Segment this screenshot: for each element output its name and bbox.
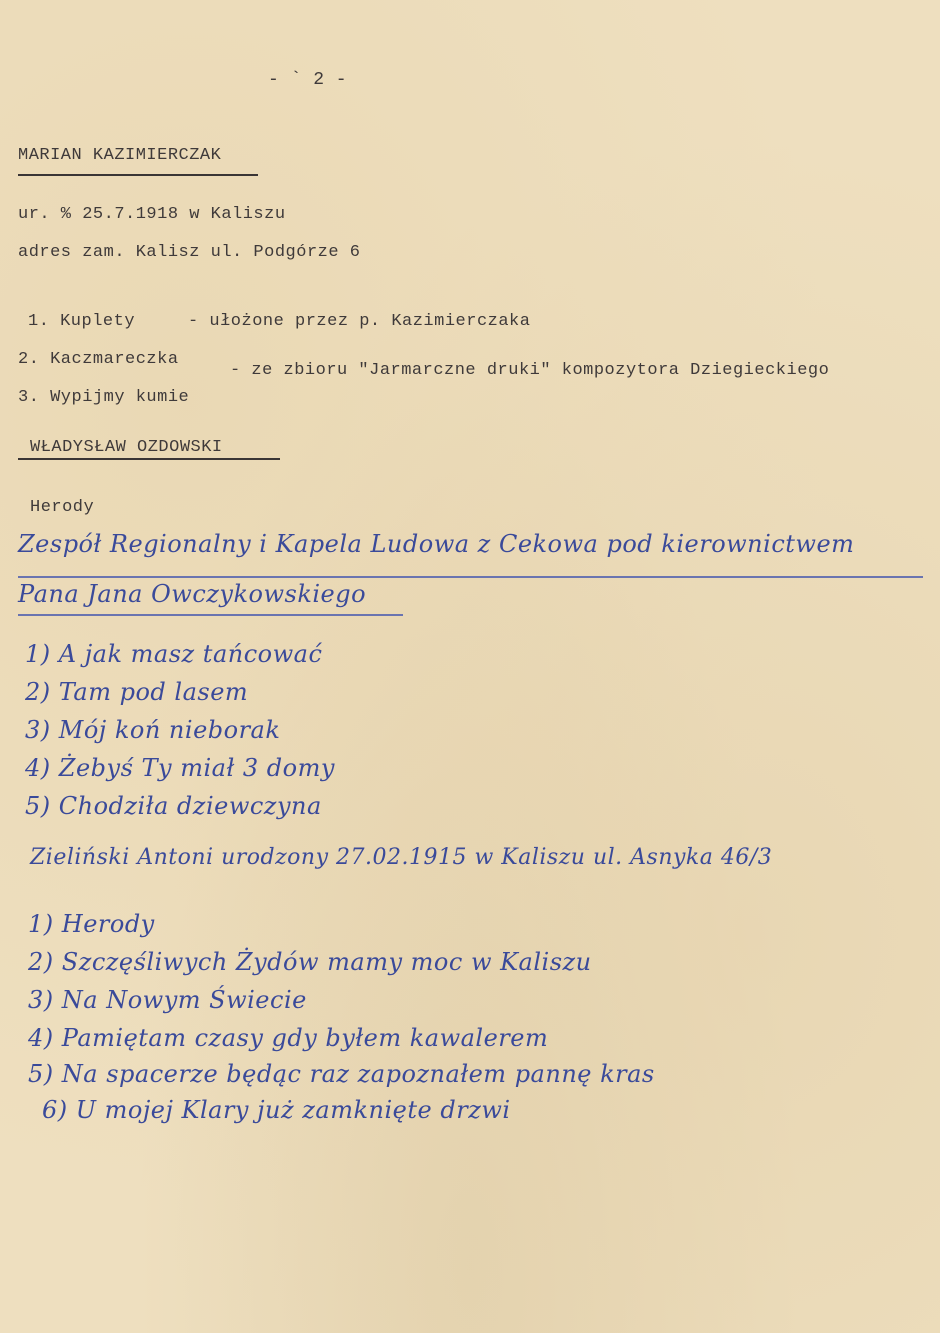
ensemble-line-1: Zespół Regionalny i Kapela Ludowa z Cekowa pod kierownictwem [18, 530, 855, 558]
person1-name: MARIAN KAZIMIERCZAK [18, 146, 222, 165]
ensemble-line-2: Pana Jana Owczykowskiego [18, 580, 367, 608]
person3-song-6: 6) U mojej Klary już zamknięte drzwi [42, 1096, 511, 1124]
song-1-label: 1. Kuplety [28, 312, 136, 331]
page-number: - ` 2 - [268, 70, 348, 90]
ensemble-song-2: 2) Tam pod lasem [25, 678, 249, 706]
person2-song-1: Herody [30, 498, 95, 517]
songs-2-3-source-note: - ze zbioru "Jarmarczne druki" kompozytora Dziegieckiego [230, 361, 830, 380]
person3-song-2: 2) Szczęśliwych Żydów mamy moc w Kaliszu [28, 948, 592, 976]
song-3-label: 3. Wypijmy kumie [18, 388, 190, 407]
ensemble-song-4: 4) Żebyś Ty miał 3 domy [25, 754, 335, 782]
person2-name: WŁADYSŁAW OZDOWSKI [30, 438, 223, 457]
ensemble-line-1-underline [18, 576, 923, 578]
ensemble-line-2-underline [18, 614, 403, 616]
person3-details: Zieliński Antoni urodzony 27.02.1915 w Kaliszu ul. Asnyka 46/3 [30, 845, 773, 870]
ensemble-song-3: 3) Mój koń nieborak [25, 716, 281, 744]
person1-name-underline [18, 174, 258, 176]
person1-born: ur. % 25.7.1918 w Kaliszu [18, 205, 286, 224]
song-1-note: - ułożone przez p. Kazimierczaka [188, 312, 531, 331]
person1-address: adres zam. Kalisz ul. Podgórze 6 [18, 243, 361, 262]
song-2-label: 2. Kaczmareczka [18, 350, 179, 369]
ensemble-song-1: 1) A jak masz tańcować [25, 640, 323, 668]
person3-song-4: 4) Pamiętam czasy gdy byłem kawalerem [28, 1024, 549, 1052]
ensemble-song-5: 5) Chodziła dziewczyna [25, 792, 322, 820]
person3-song-3: 3) Na Nowym Świecie [28, 986, 307, 1014]
person3-song-1: 1) Herody [28, 910, 155, 938]
person3-song-5: 5) Na spacerze będąc raz zapoznałem pannę kras [28, 1060, 655, 1088]
person2-name-underline [18, 458, 280, 460]
